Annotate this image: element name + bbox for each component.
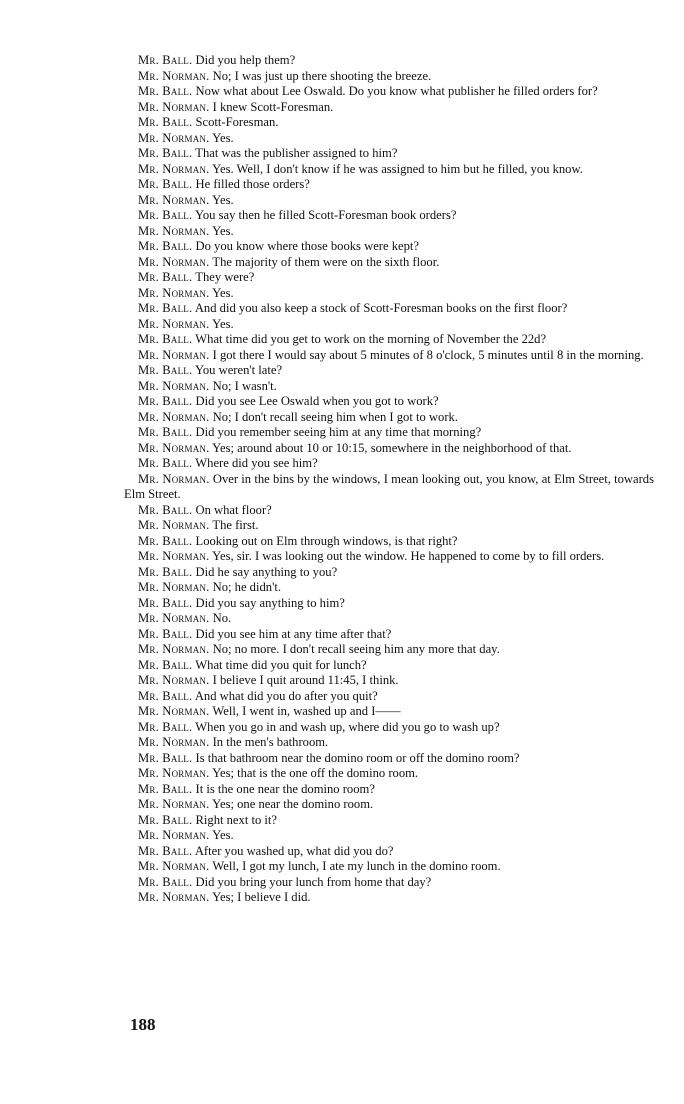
speech-text: Did he say anything to you?: [195, 564, 338, 579]
speaker-name: Mr. Ball.: [138, 657, 193, 672]
speech-text: In the men's bathroom.: [212, 735, 329, 749]
speech-text: What time did you quit for lunch?: [195, 657, 367, 672]
speech-text: Yes.: [212, 130, 234, 145]
speech-text: I got there I would say about 5 minutes of 8 o'clock, 5 minutes until 8 in the morning.: [212, 347, 644, 362]
speech-text: No; I wasn't.: [212, 378, 277, 393]
testimony-line: [124, 53, 654, 69]
speaker-name: Mr. Norman.: [138, 797, 210, 811]
speaker-name: Mr. Norman.: [138, 704, 210, 718]
speech-text: Yes; one near the domino room.: [212, 797, 374, 811]
speaker-name: Mr. Ball.: [138, 502, 193, 517]
speaker-name: Mr. Ball.: [138, 456, 193, 470]
speech-text: Yes.: [212, 285, 234, 300]
testimony-line: [124, 503, 654, 519]
speaker-name: Mr. Ball.: [138, 146, 193, 160]
testimony-line: [124, 146, 654, 162]
testimony-line: [124, 301, 654, 317]
testimony-line: [124, 270, 654, 286]
speaker-name: Mr. Norman.: [138, 99, 210, 114]
speech-text: Did you remember seeing him at any time that morning?: [195, 425, 482, 439]
testimony-line: [124, 549, 654, 565]
speech-text: Over in the bins by the windows, I mean looking out, you know, at Elm Street, towards Elm Street.: [124, 471, 655, 501]
speaker-name: Mr. Ball.: [138, 626, 193, 641]
speaker-name: Mr. Norman.: [138, 161, 210, 176]
speech-text: Scott-Foresman.: [195, 115, 279, 129]
speaker-name: Mr. Ball.: [138, 425, 193, 439]
speech-text: Did you say anything to him?: [195, 595, 345, 610]
speech-text: They were?: [195, 270, 255, 284]
speech-text: Now what about Lee Oswald. Do you know what publisher he filled orders for?: [195, 84, 598, 98]
speech-text: On what floor?: [195, 502, 272, 517]
speech-text: Did you see Lee Oswald when you got to work?: [195, 394, 439, 408]
testimony-line: [124, 844, 654, 860]
speaker-name: Mr. Norman.: [138, 378, 210, 393]
testimony-line: [124, 410, 654, 426]
speech-text: You weren't late?: [195, 363, 283, 377]
speaker-name: Mr. Norman.: [138, 192, 210, 207]
speaker-name: Mr. Ball.: [138, 270, 193, 284]
speaker-name: Mr. Ball.: [138, 115, 193, 129]
speaker-name: Mr. Norman.: [138, 859, 210, 873]
testimony-line: [124, 131, 654, 147]
speech-text: Yes; that is the one off the domino room.: [212, 766, 419, 780]
speaker-name: Mr. Norman.: [138, 549, 210, 563]
testimony-line: [124, 425, 654, 441]
testimony-line: [124, 580, 654, 596]
speech-text: Do you know where those books were kept?: [195, 239, 419, 253]
testimony-line: [124, 627, 654, 643]
testimony-line: [124, 875, 654, 891]
testimony-line: [124, 348, 654, 364]
testimony-line: [124, 518, 654, 534]
testimony-line: [124, 100, 654, 116]
speech-text: No; I was just up there shooting the breeze.: [212, 68, 432, 83]
testimony-line: [124, 797, 654, 813]
testimony-line: [124, 208, 654, 224]
page-number: 188: [130, 1015, 156, 1034]
testimony-line: [124, 611, 654, 627]
speech-text: Well, I went in, washed up and I——: [212, 704, 401, 718]
testimony-line: [124, 565, 654, 581]
speaker-name: Mr. Norman.: [138, 409, 210, 424]
speech-text: Yes; around about 10 or 10:15, somewhere in the neighborhood of that.: [212, 440, 572, 455]
speaker-name: Mr. Ball.: [138, 239, 193, 253]
testimony-line: [124, 472, 654, 503]
speaker-name: Mr. Norman.: [138, 471, 210, 486]
testimony-line: [124, 766, 654, 782]
speaker-name: Mr. Ball.: [138, 874, 193, 889]
testimony-line: [124, 735, 654, 751]
speaker-name: Mr. Ball.: [138, 177, 193, 191]
speech-text: The majority of them were on the sixth floor.: [212, 254, 440, 269]
speech-text: Well, I got my lunch, I ate my lunch in the domino room.: [212, 859, 501, 873]
testimony-line: [124, 379, 654, 395]
speaker-name: Mr. Ball.: [138, 595, 193, 610]
testimony-line: [124, 224, 654, 240]
speech-text: Did you see him at any time after that?: [195, 626, 392, 641]
testimony-line: [124, 115, 654, 131]
speech-text: And what did you do after you quit?: [194, 688, 378, 703]
testimony-line: [124, 317, 654, 333]
speaker-name: Mr. Ball.: [138, 301, 193, 315]
testimony-line: [124, 286, 654, 302]
speaker-name: Mr. Ball.: [138, 332, 193, 346]
speaker-name: Mr. Norman.: [138, 130, 210, 145]
testimony-line: [124, 596, 654, 612]
speaker-name: Mr. Ball.: [138, 394, 193, 408]
speaker-name: Mr. Ball.: [138, 781, 193, 796]
speaker-name: Mr. Norman.: [138, 285, 210, 300]
testimony-line: [124, 673, 654, 689]
testimony-line: [124, 534, 654, 550]
speaker-name: Mr. Ball.: [138, 208, 193, 222]
speaker-name: Mr. Norman.: [138, 223, 210, 238]
speaker-name: Mr. Ball.: [138, 719, 193, 734]
speaker-name: Mr. Ball.: [138, 533, 193, 548]
speech-text: Looking out on Elm through windows, is that right?: [195, 533, 458, 548]
testimony-line: [124, 332, 654, 348]
speaker-name: Mr. Norman.: [138, 611, 210, 625]
speaker-name: Mr. Ball.: [138, 53, 193, 67]
speech-text: And did you also keep a stock of Scott-Foresman books on the first floor?: [194, 301, 568, 315]
testimony-line: [124, 689, 654, 705]
testimony-line: [124, 162, 654, 178]
speaker-name: Mr. Norman.: [138, 254, 210, 269]
speech-text: What time did you get to work on the morning of November the 22d?: [195, 332, 547, 346]
speech-text: Did you help them?: [195, 53, 296, 67]
speech-text: Is that bathroom near the domino room or off the domino room?: [195, 750, 520, 765]
speech-text: Yes; I believe I did.: [212, 890, 311, 904]
speaker-name: Mr. Ball.: [138, 750, 193, 765]
speaker-name: Mr. Norman.: [138, 316, 210, 331]
speaker-name: Mr. Norman.: [138, 518, 210, 532]
testimony-line: [124, 890, 654, 906]
speaker-name: Mr. Ball.: [138, 688, 193, 703]
speech-text: When you go in and wash up, where did you go to wash up?: [195, 719, 500, 734]
speech-text: You say then he filled Scott-Foresman book orders?: [195, 208, 457, 222]
speech-text: No.: [212, 611, 232, 625]
speech-text: Yes.: [212, 192, 234, 207]
speech-text: I believe I quit around 11:45, I think.: [212, 673, 399, 687]
testimony-line: [124, 363, 654, 379]
speech-text: I knew Scott-Foresman.: [212, 99, 334, 114]
testimony-line: [124, 69, 654, 85]
speech-text: The first.: [212, 518, 259, 532]
speaker-name: Mr. Norman.: [138, 673, 210, 687]
speech-text: No; no more. I don't recall seeing him any more that day.: [212, 642, 500, 656]
testimony-line: [124, 441, 654, 457]
speech-text: After you washed up, what did you do?: [194, 843, 394, 858]
speaker-name: Mr. Norman.: [138, 580, 210, 594]
testimony-line: [124, 84, 654, 100]
speech-text: Yes.: [212, 316, 234, 331]
testimony-line: [124, 720, 654, 736]
speech-text: It is the one near the domino room?: [195, 781, 375, 796]
testimony-page: [124, 53, 654, 906]
testimony-line: [124, 642, 654, 658]
speaker-name: Mr. Norman.: [138, 766, 210, 780]
speaker-name: Mr. Norman.: [138, 735, 210, 749]
testimony-line: [124, 456, 654, 472]
speaker-name: Mr. Ball.: [138, 843, 193, 858]
speaker-name: Mr. Ball.: [138, 812, 193, 827]
speech-text: Yes. Well, I don't know if he was assigned to him but he filled, you know.: [212, 161, 583, 176]
speech-text: Where did you see him?: [195, 456, 318, 470]
speaker-name: Mr. Norman.: [138, 68, 210, 83]
speaker-name: Mr. Ball.: [138, 363, 193, 377]
speaker-name: Mr. Ball.: [138, 564, 193, 579]
speech-text: No; he didn't.: [212, 580, 281, 594]
speech-text: He filled those orders?: [195, 177, 310, 191]
speech-text: Yes, sir. I was looking out the window. He happened to come by to fill orders.: [212, 549, 605, 563]
testimony-line: [124, 828, 654, 844]
speaker-name: Mr. Norman.: [138, 642, 210, 656]
speaker-name: Mr. Norman.: [138, 890, 210, 904]
testimony-line: [124, 394, 654, 410]
speech-text: Right next to it?: [195, 812, 278, 827]
speech-text: No; I don't recall seeing him when I got to work.: [212, 409, 458, 424]
testimony-line: [124, 177, 654, 193]
speech-text: Did you bring your lunch from home that day?: [195, 874, 432, 889]
speaker-name: Mr. Norman.: [138, 347, 210, 362]
testimony-line: [124, 751, 654, 767]
testimony-line: [124, 239, 654, 255]
speaker-name: Mr. Norman.: [138, 828, 210, 842]
testimony-line: [124, 193, 654, 209]
speech-text: Yes.: [212, 223, 234, 238]
testimony-line: [124, 658, 654, 674]
testimony-line: [124, 782, 654, 798]
testimony-line: [124, 255, 654, 271]
testimony-line: [124, 704, 654, 720]
speech-text: That was the publisher assigned to him?: [195, 146, 398, 160]
speaker-name: Mr. Norman.: [138, 440, 210, 455]
speech-text: Yes.: [212, 828, 234, 842]
testimony-line: [124, 813, 654, 829]
testimony-line: [124, 859, 654, 875]
speaker-name: Mr. Ball.: [138, 84, 193, 98]
